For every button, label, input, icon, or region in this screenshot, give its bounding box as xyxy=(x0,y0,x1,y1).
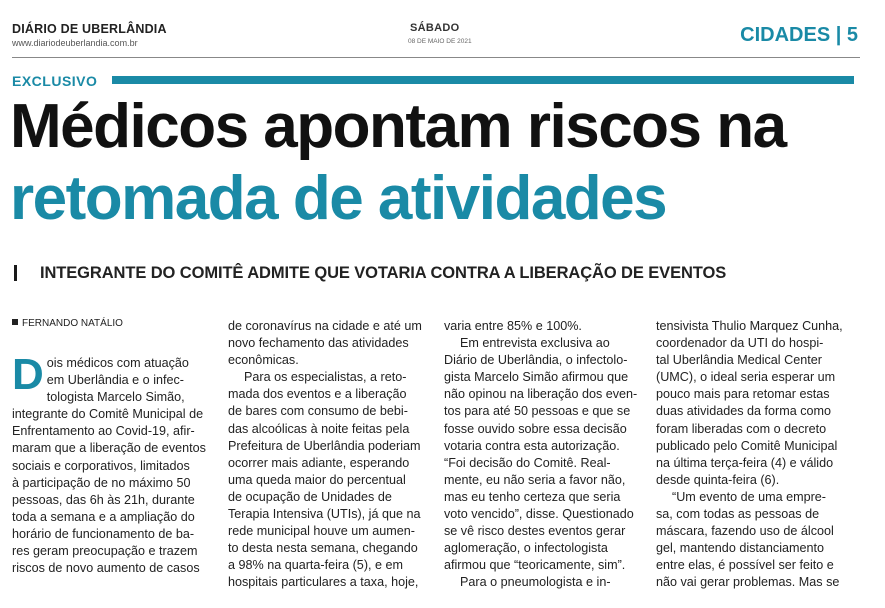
text-line: varia entre 85% e 100%. xyxy=(444,319,582,333)
byline xyxy=(12,318,123,329)
text-line: não vai gerar problemas. Mas se xyxy=(656,575,840,590)
text-line: Prefeitura de Uberlândia poderiam xyxy=(228,438,421,453)
text-line: em Uberlândia e o infec- xyxy=(46,373,184,388)
text-line: não opinou na liberação dos even- xyxy=(444,387,638,402)
text-line: aglomeração, o infectologista xyxy=(444,541,608,556)
text-line: se vê risco destes eventos gerar xyxy=(444,524,626,539)
text-line: horário de funcionamento de ba- xyxy=(12,526,195,541)
headline-line-1: Médicos apontam riscos na xyxy=(10,92,786,161)
text-line: foram liberadas com o decreto xyxy=(656,421,827,436)
text-line: mente, eu não seria a favor não, xyxy=(444,472,626,487)
text-line: “Um evento de uma empre- xyxy=(672,489,826,504)
text-line: sociais e corporativos, limitados xyxy=(12,458,190,473)
kicker-bar xyxy=(112,76,854,84)
text-line: à participação de no máximo 50 xyxy=(12,475,191,490)
text-line: Diário de Uberlândia, o infectolo- xyxy=(444,353,628,368)
text-line: novo fechamento das atividades xyxy=(228,336,409,351)
publication-date: 08 DE MAIO DE 2021 xyxy=(408,38,472,45)
byline-author: FERNANDO NATÁLIO xyxy=(22,318,123,329)
publication-day: SÁBADO xyxy=(410,22,460,34)
paper-url[interactable]: www.diariodeuberlandia.com.br xyxy=(12,38,138,48)
text-line: coordenador da UTI do hospi- xyxy=(656,336,824,351)
text-line: de bares com consumo de bebi- xyxy=(228,404,408,419)
text-line: rede municipal houve um aumen- xyxy=(228,524,415,539)
text-line: res geram preocupação e trazem xyxy=(12,544,198,559)
text-line: de coronavírus na cidade e até um xyxy=(228,319,422,333)
text-line: sa, com todas as pessoas de xyxy=(656,507,820,522)
text-line: afirmou que “teoricamente, sim”. xyxy=(444,558,626,573)
article-column-2 xyxy=(228,318,424,592)
text-line: gel, mantendo distanciamento xyxy=(656,541,825,556)
masthead-divider xyxy=(12,57,860,58)
text-line: Em entrevista exclusiva ao xyxy=(460,336,610,351)
drop-cap: D xyxy=(12,350,44,399)
text-line: duas atividades da forma como xyxy=(656,404,832,419)
text-line: uma queda maior do percentual xyxy=(228,472,406,487)
kicker: EXCLUSIVO xyxy=(12,73,98,89)
text-line: “Foi decisão do Comitê. Real- xyxy=(444,455,611,470)
byline-square-icon xyxy=(12,319,18,325)
text-line: Enfrentamento ao Covid-19, afir- xyxy=(12,424,195,439)
text-line: Para o pneumologista e in- xyxy=(460,575,611,590)
text-line: entre elas, é possível ser feito e xyxy=(656,558,834,573)
text-line: (UMC), o ideal seria esperar um xyxy=(656,370,836,385)
text-line: tensivista Thulio Marquez Cunha, xyxy=(656,319,843,333)
text-line: ois médicos com atuação xyxy=(46,356,189,370)
text-line: desde quinta-feira (6). xyxy=(656,472,780,487)
text-line: das alcoólicas à noite feitas pela xyxy=(228,421,410,436)
text-line: fosse ouvido sobre essa decisão xyxy=(444,421,627,436)
text-line: integrante do Comitê Municipal de xyxy=(12,407,204,422)
text-line: na última terça-feira (4) e válido xyxy=(656,455,834,470)
headline-line-2: retomada de atividades xyxy=(10,164,667,233)
article-column-4 xyxy=(656,318,854,592)
text-line: tos para até 50 pessoas e que se xyxy=(444,404,631,419)
paper-name: DIÁRIO DE UBERLÂNDIA xyxy=(12,22,167,36)
article-column-1 xyxy=(12,350,210,577)
text-line: hospitais particulares a taxa, hoje, xyxy=(228,575,419,590)
text-line: voto vencido”, disse. Questionado xyxy=(444,507,634,522)
text-line: Terapia Intensiva (UTIs), já que na xyxy=(228,507,421,522)
section-label: CIDADES | 5 xyxy=(740,24,858,46)
text-line: publicado pelo Comitê Municipal xyxy=(656,438,838,453)
text-line: Para os especialistas, a reto- xyxy=(244,370,407,385)
text-line: to desta nesta semana, chegando xyxy=(228,541,418,556)
subhead-marker xyxy=(14,265,17,281)
article-column-3 xyxy=(444,318,640,592)
subheadline: INTEGRANTE DO COMITÊ ADMITE QUE VOTARIA CONTRA A LIBERAÇÃO DE EVENTOS xyxy=(40,264,727,282)
text-line: ocorrer mais adiante, esperando xyxy=(228,455,410,470)
text-line: tal Uberlândia Medical Center xyxy=(656,353,822,368)
text-line: tologista Marcelo Simão, xyxy=(46,390,185,405)
text-line: de ocupação de Unidades de xyxy=(228,489,392,504)
text-line: votaria contra esta autorização. xyxy=(444,438,620,453)
text-line: econômicas. xyxy=(228,353,299,368)
text-line: pessoas, das 6h às 21h, durante xyxy=(12,492,195,507)
text-line: riscos de novo aumento de casos xyxy=(12,561,200,576)
masthead xyxy=(12,22,872,54)
text-line: gista Marcelo Simão afirmou que xyxy=(444,370,629,385)
text-line: a 98% na quarta-feira (5), e em xyxy=(228,558,404,573)
text-line: maram que a liberação de eventos xyxy=(12,441,206,456)
text-line: máscara, fazendo uso de álcool xyxy=(656,524,834,539)
text-line: toda a semana e a ampliação do xyxy=(12,509,195,524)
text-line: mada dos eventos e a liberação xyxy=(228,387,407,402)
text-line: mas eu tenho certeza que seria xyxy=(444,489,621,504)
text-line: pouco mais para retomar estas xyxy=(656,387,830,402)
